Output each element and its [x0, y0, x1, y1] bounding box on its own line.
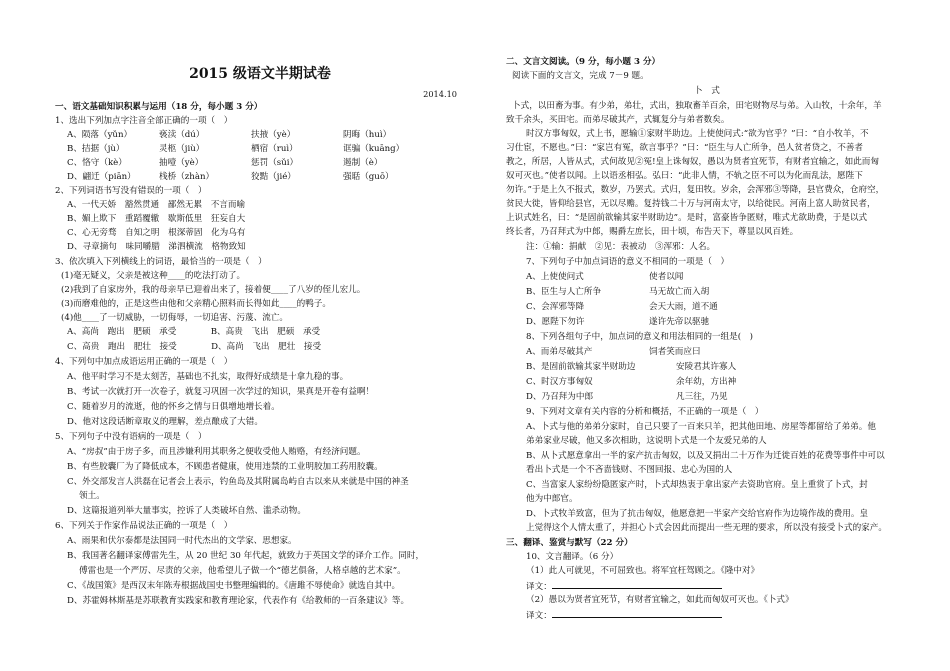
question-9: 9、下列对文章有关内容的分析和概括，不正确的一项是（ ） — [526, 407, 764, 417]
q3-sentence-3: (3)而磨难他的，正是这些由他和父亲精心照料而长得如此____的鸭子。 — [61, 299, 331, 309]
answer-blank-2[interactable] — [552, 608, 722, 618]
q5-option-c: C、外交部发言人洪磊在记者会上表示，钓鱼岛及其附属岛屿自古以来从来就是中国的神圣 — [67, 477, 409, 487]
q5-option-b: B、有些胶囊厂为了降低成本，不顾患者健康，使用违禁的工业明胶加工药用胶囊。 — [67, 462, 383, 472]
q6-option-a: A、雨果和伏尔泰都是法国同一时代杰出的文学家、思想家。 — [67, 536, 297, 546]
answer-blank-1[interactable] — [552, 579, 722, 589]
passage-line-3: 时汉方事匈奴，式上书，愿输①家财半助边。上使使问式:“欲为官乎？”曰：“自小牧羊，不 — [526, 129, 869, 139]
q3-options-ab: A、高尚 跑出 肥硕 承受 B、高贵 飞出 肥硕 承受 — [67, 327, 321, 337]
q10-sentence-1: （1）此人可就见，不可屈致也。将军宜枉驾顾之。《隆中对》 — [526, 566, 760, 576]
q6-option-b-cont: 傅雷也是一个严厉、尽责的父亲，他希望儿子做一个“德艺俱备，人格卓越的艺术家”。 — [79, 566, 406, 576]
passage-line-8: 贫民大徙，皆仰给县官，无以尽赡。复持钱二十万与河南太守，以给徙民。河南上富人助贫民者， — [506, 199, 876, 209]
q4-option-a: A、他平时学习不是太刻苦，基础也不扎实，取得好成绩是十拿九稳的事。 — [67, 372, 349, 382]
q10-sentence-2: （2）愚以为贤者宜死节，有财者宜输之，如此而匈奴可灭也。《卜式》 — [526, 595, 794, 605]
q4-option-d: D、他对这段话断章取义的理解，差点酿成了大错。 — [67, 417, 263, 427]
passage-line-2: 致千余头，买田宅。而弟尽破其产，式辄复分与弟者数矣。 — [506, 115, 730, 125]
q7-option-b: B、臣生与人亡所争 马无故亡而入胡 — [526, 287, 710, 297]
passage-line-5: 教之，所居，人皆从式，式何故见②冤!皇上诛匈奴，愚以为贤者宜死节，有财者宜输之，如此而匈 — [506, 157, 879, 167]
exam-date: 2014.10 — [423, 89, 457, 99]
question-7: 7、下列句子中加点词语的意义不相同的一项是（ ） — [526, 257, 730, 267]
q5-option-a: A、“房叔”由于房子多，而且涉嫌利用其职务之便收受他人贿赂，有经济问题。 — [67, 447, 366, 457]
q7-option-c: C、会浑邪等降 会天大雨，道不通 — [526, 302, 718, 312]
q3-options-cd: C、高贵 跑出 肥壮 接受 D、高尚 飞出 肥壮 接受 — [67, 342, 322, 352]
q3-sentence-4: (4)他____了一切威胁，一切侮辱，一切追害、污蔑、流亡。 — [61, 313, 289, 323]
q3-sentence-1: (1)毫无疑义，父亲是被这种____的吃法打动了。 — [61, 271, 246, 281]
section-1-heading: 一、语文基础知识积累与运用（18 分，每小题 3 分） — [55, 102, 263, 112]
question-3: 3、依次填入下列横线上的词语，最恰当的一项是（ ） — [55, 257, 267, 267]
q4-option-c: C、随着岁月的流逝，他的怀乡之情与日俱增地增长着。 — [67, 402, 280, 412]
question-4: 4、下列句中加点成语运用正确的一项是（ ） — [55, 357, 233, 367]
q1-option-c: C、恪守（kè） 抽噎（yè） 惩罚（sǔi） 遏制（è） — [67, 158, 383, 168]
passage-title: 卜 式 — [694, 86, 720, 96]
question-8: 8、下列各组句子中，加点词的意义和用法相同的一组是( ) — [526, 332, 754, 342]
q6-option-b: B、我国著名翻译家傅雷先生，从 20 世纪 30 年代起，就致力于英国文学的译介工作。同时， — [67, 551, 425, 561]
q10-translation-1: 译文： — [506, 579, 722, 593]
q6-option-c: C、《战国策》是西汉末年陈寿根据战国史书整理编辑的。《唐雎不辱使命》就选自其中。 — [67, 581, 401, 591]
question-6: 6、下列关于作家作品说法正确的一项是（ ） — [55, 521, 233, 531]
q5-option-c-cont: 领土。 — [79, 491, 105, 501]
question-2: 2、下列词语书写没有错误的一项（ ） — [55, 186, 207, 196]
q2-option-c: C、心无旁骛 自知之明 根深蒂固 化为乌有 — [67, 228, 246, 238]
q10-translation-2: 译文： — [506, 608, 722, 622]
q9-option-b-cont: 看出卜式是一个不吝啬钱财、不图回报、忠心为国的人 — [526, 465, 733, 475]
page-title: 2015 级语文半期试卷 — [189, 66, 331, 82]
passage-line-10: 终长者，乃召拜式为中郎，赐爵左庶长，田十顷，布告天下，尊显以风百姓。 — [506, 227, 799, 237]
q9-option-c-cont: 他为中郎官。 — [526, 494, 578, 504]
q8-option-a: A、而弟尽破其产 饲者笑而应曰 — [526, 347, 701, 357]
q2-option-d: D、寻章摘句 味同嚼腊 涕泗横流 格物致知 — [67, 242, 246, 252]
section-2-heading: 二、文言文阅读。（9 分，每小题 3 分） — [506, 57, 661, 67]
q9-option-b: B、从卜式愿意拿出一半的家产抗击匈奴，以及又捐出二十万作为迁徙百姓的花费等事件中可以 — [526, 451, 885, 461]
passage-line-9: 上识式姓名，曰：“是固前欲输其家半财助边”。是时，富豪皆争匿财，唯式尤欲助费，于是以式 — [506, 213, 868, 223]
q9-option-d-cont: 上觉得这个人情太重了，并担心卜式会因此而提出一些无理的要求，所以没有接受卜式的家产。 — [526, 523, 887, 533]
question-1: 1、选出下列加点字注音全部正确的一项（ ） — [55, 116, 233, 126]
q7-option-d: D、愿陛下勿许 遂许先帝以驱驰 — [526, 317, 710, 327]
passage-line-7: 勿许。”于是上久不报式，数岁，乃罢式。式归，复田牧。岁余，会浑邪③等降，县官费众，仓府空， — [506, 185, 885, 195]
q8-option-b: B、是固前欲输其家半财助边 安陵君其许寡人 — [526, 362, 737, 372]
passage-line-4: 习仕宦，不愿也。”曰：“家岂有冤，欲言事乎？”曰：“臣生与人亡所争，邑人贫者贷之，不善者 — [506, 143, 864, 153]
section-3-heading: 三、翻译、鉴赏与默写（22 分） — [506, 538, 633, 548]
question-5: 5、下列句子中没有语病的一项是（ ） — [55, 432, 207, 442]
q9-option-d: D、卜式牧羊致富，但为了抗击匈奴，他愿意把一半家产交给官府作为边境作战的费用。皇 — [526, 509, 869, 519]
q2-option-a: A、一代天娇 豁然贯通 鄙然无累 不言而喻 — [67, 200, 246, 210]
q9-option-c: C、当富家人家纷纷隐匿家产时，卜式却热衷于拿出家产去资助官府。皇上重赏了卜式，封 — [526, 480, 868, 490]
q4-option-b: B、考试一次就打开一次卷子，就复习巩固一次学过的知识，果真是开卷有益啊！ — [67, 387, 375, 397]
q1-option-b: B、拮据（jù） 灵柩（jiù） 栖宿（ruì） 诓骗（kuāng） — [67, 144, 405, 154]
passage-notes: 注：①输：捐献 ②见：表被动 ③浑邪：人名。 — [526, 242, 716, 252]
question-10: 10、文言翻译。（6 分） — [526, 552, 619, 562]
q3-sentence-2: (2)我到了自家房外，我的母亲早已迎着出来了，接着便____了八岁的侄儿宏儿。 — [61, 285, 366, 295]
q6-option-d: D、苏霍姆林斯基是苏联教育实践家和教育理论家，代表作有《给教师的一百条建议》等。 — [67, 596, 410, 606]
q7-option-a: A、上使使问式 使者以闻 — [526, 272, 684, 282]
q8-option-d: D、乃召拜为中郎 凡三往，乃见 — [526, 392, 728, 402]
q9-option-a-cont: 弟弟家业尽破，他又多次相助，这说明卜式是一个友爱兄弟的人 — [526, 436, 767, 446]
passage-line-1: 卜式，以田畜为事。有少弟，弟壮，式出，独取畜羊百余，田宅财物尽与弟。入山牧，十余年，羊 — [512, 101, 882, 111]
q1-option-d: D、翩迁（piān） 栈桥（zhàn） 狡黠（jié） 强聒（guō） — [67, 172, 394, 182]
q2-option-b: B、媚上欺下 重蹈覆辙 歇斯低里 狂妄自大 — [67, 214, 246, 224]
q1-option-a: A、陨落（yǔn） 亵渎（dú） 扶掖（yè） 阴晦（huì） — [67, 130, 392, 140]
q8-option-c: C、时汉方事匈奴 余年幼，方出神 — [526, 377, 737, 387]
q9-option-a: A、卜式与他的弟弟分家时，自己只要了一百来只羊，把其他田地、房屋等都留给了弟弟。他 — [526, 422, 876, 432]
passage-line-6: 奴可灭也。”使者以闻。上以语丞相弘。弘曰：“此非人情，不轨之臣不可以为化而乱法，愿陛下 — [506, 171, 863, 181]
reading-intro: 阅读下面的文言文，完成 7－9 题。 — [512, 71, 649, 81]
q5-option-d: D、这篇报道列举大量事实，控诉了人类破坏自然、滥杀动物。 — [67, 506, 306, 516]
